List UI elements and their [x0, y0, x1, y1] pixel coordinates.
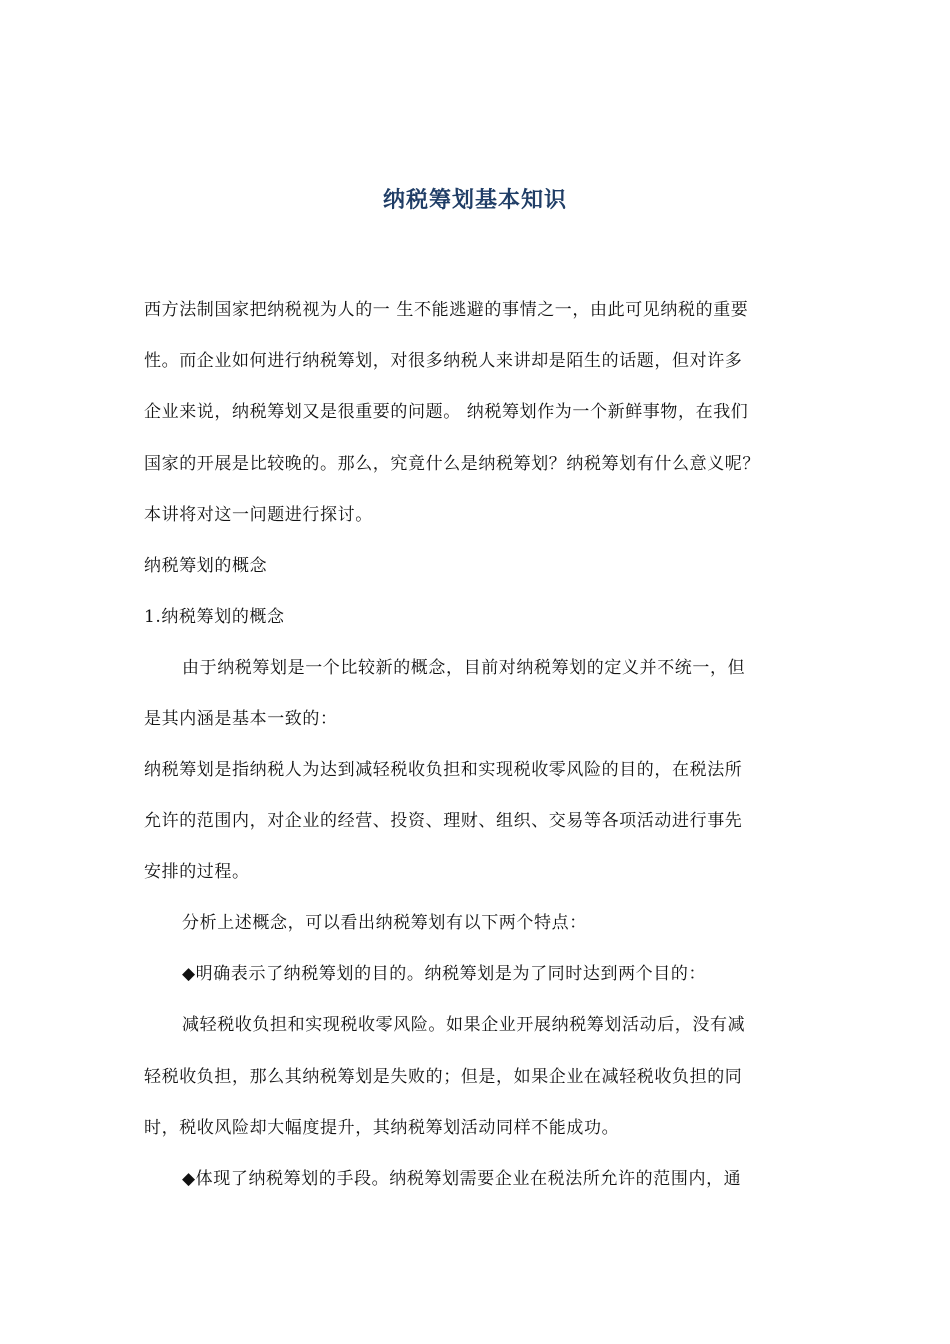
paragraph-line: 本讲将对这一问题进行探讨。 — [144, 505, 373, 525]
paragraph-line: 西方法制国家把纳税视为人的一 生不能逃避的事情之一，由此可见纳税的重要 — [144, 300, 749, 320]
bullet-line: ◆明确表示了纳税筹划的目的。纳税筹划是为了同时达到两个目的： — [182, 964, 707, 984]
paragraph-line: 安排的过程。 — [144, 862, 250, 882]
paragraph-line: 时，税收风险却大幅度提升，其纳税筹划活动同样不能成功。 — [144, 1118, 620, 1138]
bullet-line: ◆体现了纳税筹划的手段。纳税筹划需要企业在税法所允许的范围内，通 — [182, 1169, 742, 1189]
paragraph-line: 纳税筹划是指纳税人为达到减轻税收负担和实现税收零风险的目的，在税法所 — [144, 760, 743, 780]
paragraph-line: 允许的范围内，对企业的经营、投资、理财、组织、交易等各项活动进行事先 — [144, 811, 743, 831]
document-title: 纳税筹划基本知识 — [382, 188, 567, 213]
paragraph-line: 企业来说，纳税筹划又是很重要的问题。 纳税筹划作为一个新鲜事物，在我们 — [144, 402, 749, 422]
section-heading: 纳税筹划的概念 — [144, 556, 268, 576]
subsection-heading: 1.纳税筹划的概念 — [144, 607, 285, 627]
paragraph-line: 国家的开展是比较晚的。那么，究竟什么是纳税筹划？纳税筹划有什么意义呢？ — [144, 454, 760, 474]
paragraph-line: 性。而企业如何进行纳税筹划，对很多纳税人来讲却是陌生的话题，但对许多 — [144, 351, 743, 371]
paragraph-line: 轻税收负担，那么其纳税筹划是失败的；但是，如果企业在减轻税收负担的同 — [144, 1067, 743, 1087]
paragraph-line: 由于纳税筹划是一个比较新的概念，目前对纳税筹划的定义并不统一，但 — [182, 658, 746, 678]
paragraph-line: 分析上述概念，可以看出纳税筹划有以下两个特点： — [182, 913, 587, 933]
paragraph-line: 是其内涵是基本一致的： — [144, 709, 338, 729]
paragraph-line: 减轻税收负担和实现税收零风险。如果企业开展纳税筹划活动后，没有减 — [182, 1015, 746, 1035]
